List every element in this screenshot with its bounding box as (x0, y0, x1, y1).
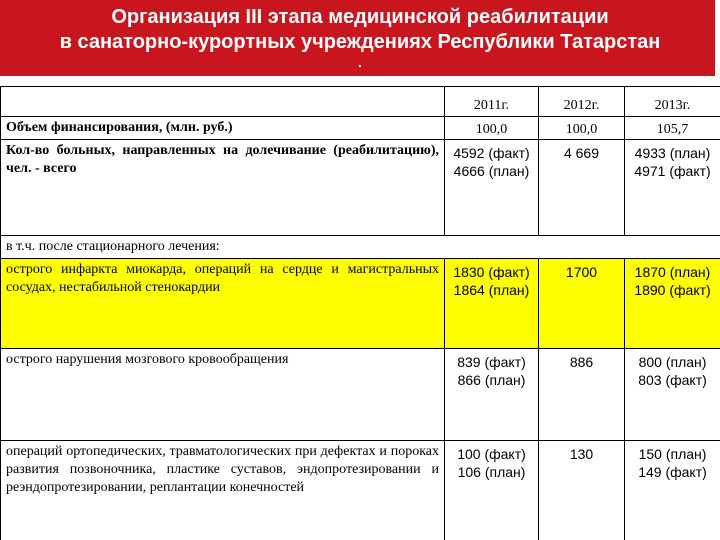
cell-funding-2011: 100,0 (445, 117, 539, 140)
cell-total-2013: 4933 (план) 4971 (факт) (625, 140, 720, 236)
row-label-myocardial-infarction: острого инфаркта миокарда, операций на сердце и магистральных сосудах, нестабильной стенокардии (1, 259, 445, 349)
row-label-subgroup: в т.ч. после стационарного лечения: (1, 236, 720, 259)
slide-title-dot: . (358, 54, 362, 70)
cell-stroke-2012: 886 (539, 349, 625, 441)
cell-stroke-2013: 800 (план) 803 (факт) (625, 349, 720, 441)
cell-orthopedic-2013: 150 (план) 149 (факт) (625, 441, 720, 540)
banner-edge (715, 0, 720, 76)
cell-funding-2012: 100,0 (539, 117, 625, 140)
year-header-2013: 2013г. (625, 87, 720, 117)
row-label-stroke: острого нарушения мозгового кровообращения (1, 349, 445, 441)
table-header-row (1, 87, 720, 117)
rehabilitation-table (0, 86, 720, 540)
year-header-2011: 2011г. (445, 87, 539, 117)
table-row (1, 140, 720, 236)
cell-infarction-2011: 1830 (факт) 1864 (план) (445, 259, 539, 349)
row-label-orthopedic: операций ортопедических, травматологических при дефектах и пороках развития позвоночника, пластике суставов, эндопротезировании и реэндопротезировании, реплантации конечностей (1, 441, 445, 540)
table-row (1, 117, 720, 140)
year-header-2012: 2012г. (539, 87, 625, 117)
cell-orthopedic-2011: 100 (факт) 106 (план) (445, 441, 539, 540)
table-row (1, 441, 720, 540)
row-label-funding: Объем финансирования, (млн. руб.) (1, 117, 445, 140)
table-row (1, 259, 720, 349)
table-row (1, 349, 720, 441)
cell-orthopedic-2012: 130 (539, 441, 625, 540)
slide-title-banner (0, 0, 720, 76)
slide-title-line-2: в санаторно-курортных учреждениях Республики Татарстан (59, 31, 661, 53)
slide-title-line-1: Организация III этапа медицинской реабилитации (111, 6, 609, 28)
row-label-total-patients: Кол-во больных, направленных на долечивание (реабилитацию), чел. - всего (1, 140, 445, 236)
cell-stroke-2011: 839 (факт) 866 (план) (445, 349, 539, 441)
table-row (1, 236, 720, 259)
cell-total-2012: 4 669 (539, 140, 625, 236)
cell-funding-2013: 105,7 (625, 117, 720, 140)
cell-infarction-2013: 1870 (план) 1890 (факт) (625, 259, 720, 349)
cell-infarction-2012: 1700 (539, 259, 625, 349)
cell-total-2011: 4592 (факт) 4666 (план) (445, 140, 539, 236)
header-empty-cell (1, 87, 445, 117)
